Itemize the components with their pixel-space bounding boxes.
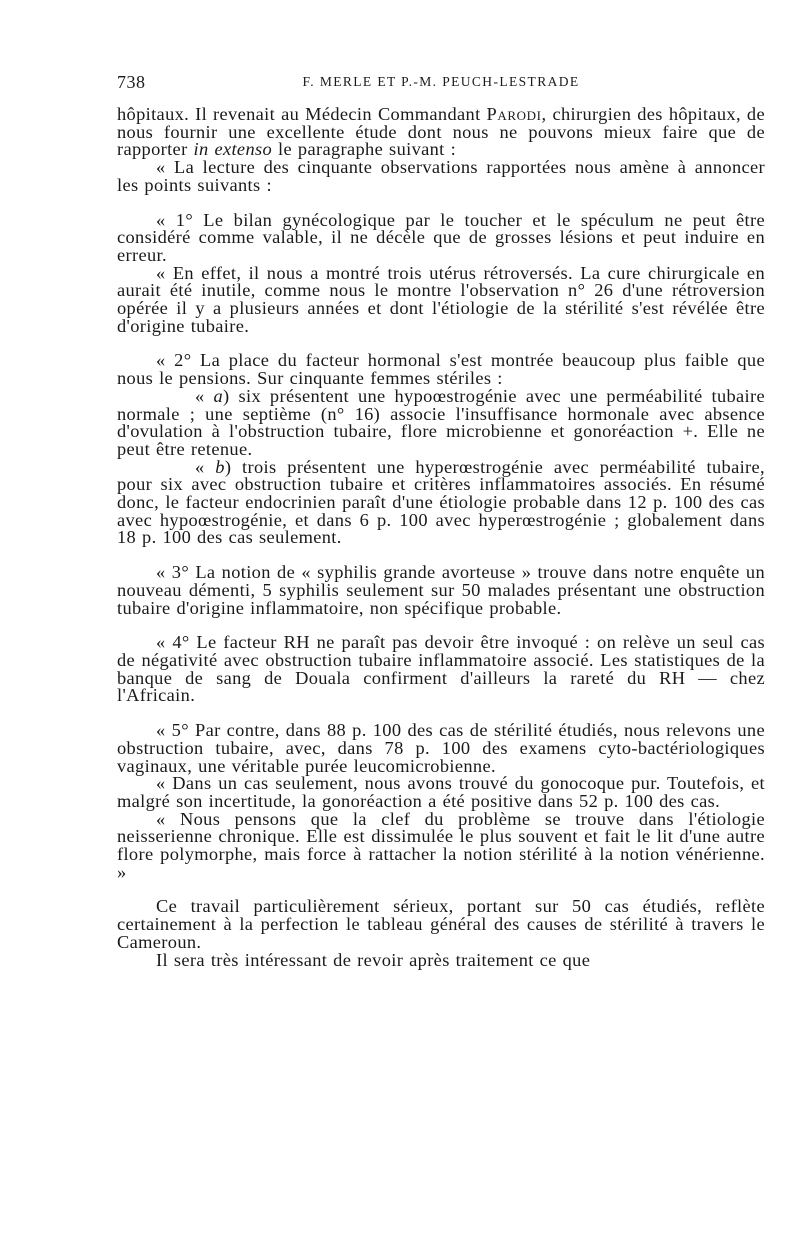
paragraph-conclusion: Ce travail particulièrement sérieux, portant sur 50 cas étudiés, reflète certainement à la perfection le tableau général des causes de stérilité à travers le Cameroun. — [117, 896, 765, 952]
item-text-a: ) six présentent une hypoœstrogénie avec une perméabilité tubaire normale ; une septième (n° 16) associe l'insuffisance hormonale avec absence d'ovulation à l'obstruction tubaire, flore microbienne et gonoréaction +. Elle ne peut être retenue. — [117, 385, 765, 459]
intro-text-3: le paragraphe suivant : — [272, 139, 457, 160]
paragraph-intro — [117, 106, 765, 159]
intro-text-2: , chirurgien des hôpitaux, de nous fournir une excellente étude dont nous ne pouvons mieux faire que de rapporter — [117, 104, 765, 160]
italic-phrase: in extenso — [193, 139, 273, 160]
paragraph-point-2b — [117, 456, 765, 548]
item-text-b: ) trois présentent une hyperœstrogénie avec perméabilité tubaire, pour six avec obstruction tubaire et critères inflammatoires associés. En résumé donc, le facteur endocrinien paraît d'une étiologie probable dans 12 p. 100 des cas avec hypoœstrogénie, et dans 6 p. 100 avec hyperœstrogénie ; globalement dans 18 p. 100 des cas seulement. — [117, 456, 765, 548]
body-text — [117, 106, 765, 969]
paragraph-point-5: « 5° Par contre, dans 88 p. 100 des cas de stérilité étudiés, nous relevons une obstruction tubaire, avec, dans 78 p. 100 des examens cyto-bactériologiques vaginaux, une véritable purée leucomicrobienne. — [117, 720, 765, 776]
page-number: 738 — [117, 72, 146, 92]
paragraph-point-4: « 4° Le facteur RH ne paraît pas devoir être invoqué : on relève un seul cas de négativité avec obstruction tubaire inflammatoire associé. Les statistiques de la banque de sang de Douala confirment d'ailleurs la rareté du RH — chez l'Africain. — [117, 632, 765, 706]
quote-mark: « — [195, 385, 214, 406]
paragraph-11: « Dans un cas seulement, nous avons trouvé du gonocoque pur. Toutefois, et malgré son incertitude, la gonoréaction a été positive dans 52 p. 100 des cas. — [117, 773, 765, 811]
paragraph-12: « Nous pensons que la clef du problème se trouve dans l'étiologie neisserienne chronique. Elle est dissimulée le plus souvent et fait le lit d'une autre flore polymorphe, mais force à rattacher la notion stérilité à la notion vénérienne. » — [117, 808, 765, 882]
paragraph-point-1: « 1° Le bilan gynécologique par le toucher et le spéculum ne peut être considéré comme valable, il ne décèle que de grosses lésions et peut induire en erreur. — [117, 209, 765, 265]
quote-mark: « — [195, 456, 216, 477]
paragraph-2: « La lecture des cinquante observations rapportées nous amène à annoncer les points suivants : — [117, 157, 765, 195]
paragraph-point-2a — [117, 385, 765, 459]
item-letter-b: b — [215, 456, 225, 477]
paragraph-point-2: « 2° La place du facteur hormonal s'est montrée beaucoup plus faible que nous le pensions. Sur cinquante femmes stériles : — [117, 350, 765, 389]
intro-text-1: hôpitaux. Il revenait au Médecin Commandant — [117, 104, 487, 124]
paragraph-final: Il sera très intéressant de revoir après traitement ce que — [156, 949, 591, 970]
page-header — [117, 72, 765, 94]
author-name: Parodi — [486, 104, 542, 124]
paragraph-point-3: « 3° La notion de « syphilis grande avorteuse » trouve dans notre enquête un nouveau démenti, 5 syphilis seulement sur 50 malades présentant une obstruction tubaire d'origine inflammatoire, non spécifique probable. — [117, 562, 765, 618]
paragraph-4: « En effet, il nous a montré trois utérus rétroversés. La cure chirurgicale en aurait été inutile, comme nous le montre l'observation n° 26 d'une rétroversion opérée il y a plusieurs années et dont l'étiologie de la stérilité s'est révélée être d'origine tubaire. — [117, 262, 765, 336]
item-letter-a: a — [213, 385, 224, 406]
running-head: F. MERLE ET P.-M. PEUCH-LESTRADE — [302, 74, 580, 89]
